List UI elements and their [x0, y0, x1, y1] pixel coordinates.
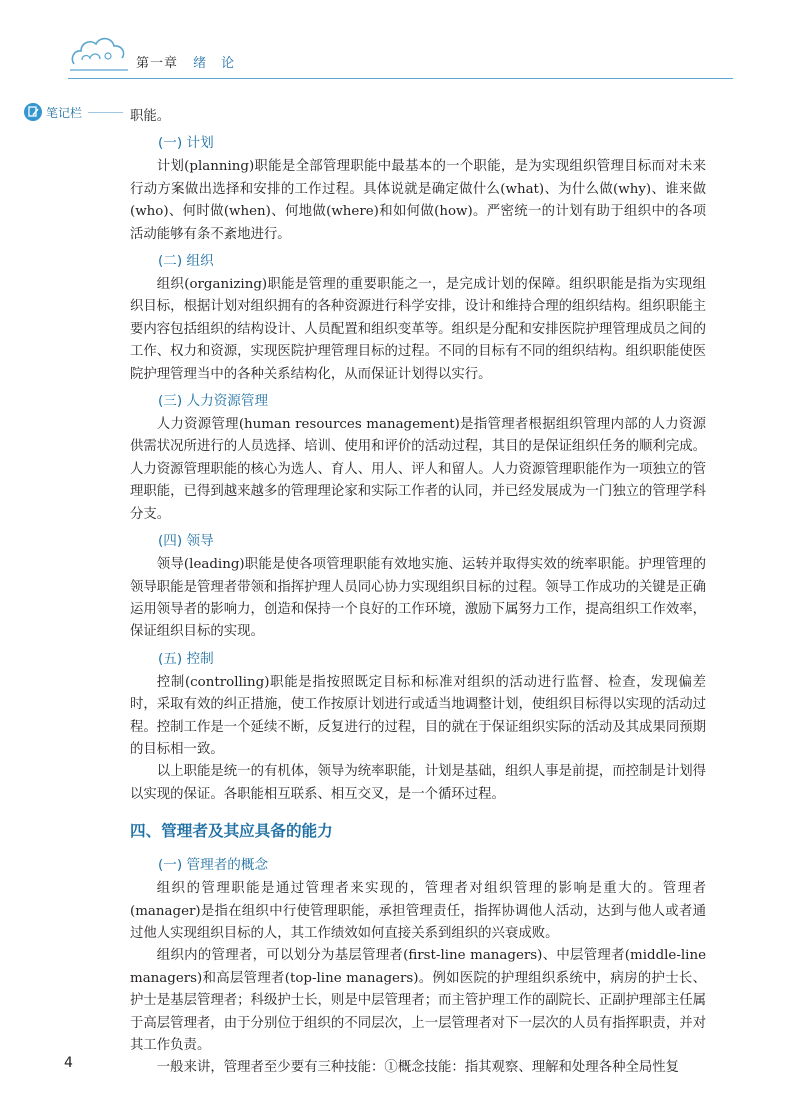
- chapter-label: 第一章: [136, 56, 179, 71]
- paragraph-summary: 以上职能是统一的有机体，领导为统率职能，计划是基础，组织人事是前提，而控制是计划得以实现的保证。各职能相互联系、相互交叉，是一个循环过程。: [130, 764, 706, 802]
- main-text: [130, 106, 706, 1080]
- paragraph-manager-concept-2: 组织内的管理者，可以划分为基层管理者(first-line managers)、中层管理者(middle-line managers)和高层管理者(top-line managers)。例如医院的护理组织系统中，病房的护士长、护士是基层管理者；科级护士长，则是中层管理者；而主管护理工作的副院长、正副护理部主任属于高层管理者，由于分别位于组织的不同层次，上一层管理者对下一层次的人员有指挥职责，并对其工作负责。: [130, 948, 706, 1053]
- paragraph-manager-concept-1: 组织的管理职能是通过管理者来实现的，管理者对组织管理的影响是重大的。管理者(manager)是指在组织中行使管理职能，承担管理责任，指挥协调他人活动，达到与他人或者通过他人实现组织目标的人，其工作绩效如何直接关系到组织的兴衰成败。: [130, 881, 706, 941]
- page-number: 4: [64, 1055, 73, 1071]
- chapter-heading: [136, 52, 235, 71]
- header-divider: [68, 78, 733, 79]
- page-header: [0, 0, 800, 100]
- chapter-title: 绪 论: [193, 56, 236, 71]
- heading-leading: (四) 领导: [158, 533, 214, 550]
- heading-organizing: (二) 组织: [158, 253, 214, 270]
- paragraph-controlling: 控制(controlling)职能是指按照既定目标和标准对组织的活动进行监督、检查，发现偏差时，采取有效的纠正措施，使工作按原计划进行或适当地调整计划，使组织目标得以实现的活动过程。控制工作是一个延续不断，反复进行的过程，目的就在于保证组织实际的活动及其成果同预期的目标相一致。: [130, 674, 706, 757]
- paragraph-continuation: 职能。: [130, 109, 171, 124]
- notes-column-rule: [88, 112, 123, 113]
- cloud-ornament-icon: [68, 30, 130, 74]
- heading-controlling: (五) 控制: [158, 650, 214, 667]
- notes-column-label: 笔记栏: [46, 105, 83, 120]
- notes-column-tab: [24, 103, 82, 121]
- section-heading-managers: 四、管理者及其应具备的能力: [130, 822, 333, 841]
- heading-planning: (一) 计划: [158, 135, 214, 152]
- paragraph-organizing: 组织(organizing)职能是管理的重要职能之一，是完成计划的保障。组织职能是指为实现组织目标，根据计划对组织拥有的各种资源进行科学安排，设计和维持合理的组织结构。组织职能主要内容包括组织的结构设计、人员配置和组织变革等。组织是分配和安排医院护理管理成员之间的工作、权力和资源，实现医院护理管理目标的过程。不同的目标有不同的组织结构。组织职能使医院护理管理当中的各种关系结构化，从而保证计划得以实行。: [130, 277, 706, 382]
- paragraph-human-resources: 人力资源管理(human resources management)是指管理者根据组织管理内部的人力资源供需状况所进行的人员选择、培训、使用和评价的活动过程，其目的是保证组织任务的顺利完成。人力资源管理职能的核心为选人、育人、用人、评人和留人。人力资源管理职能作为一项独立的管理职能，已得到越来越多的管理理论家和实际工作者的认同，并已经发展成为一门独立的管理学科分支。: [130, 417, 706, 522]
- paragraph-planning: 计划(planning)职能是全部管理职能中最基本的一个职能，是为实现组织管理目标而对未来行动方案做出选择和安排的工作过程。具体说就是确定做什么(what)、为什么做(why)、谁来做(who)、何时做(when)、何地做(where)和如何做(how)。严密统一的计划有助于组织中的各项活动能够有条不紊地进行。: [130, 159, 706, 242]
- heading-human-resources: (三) 人力资源管理: [158, 393, 269, 410]
- paragraph-manager-concept-3: 一般来讲，管理者至少要有三种技能：①概念技能：指其观察、理解和处理各种全局性复: [156, 1060, 680, 1076]
- paragraph-leading: 领导(leading)职能是使各项管理职能有效地实施、运转并取得实效的统率职能。护理管理的领导职能是管理者带领和指挥护理人员同心协力实现组织目标的过程。领导工作成功的关键是正确运用领导者的影响力，创造和保持一个良好的工作环境，激励下属努力工作，提高组织工作效率，保证组织目标的实现。: [130, 557, 706, 640]
- heading-manager-concept: (一) 管理者的概念: [158, 857, 269, 874]
- pencil-note-icon: [24, 103, 42, 121]
